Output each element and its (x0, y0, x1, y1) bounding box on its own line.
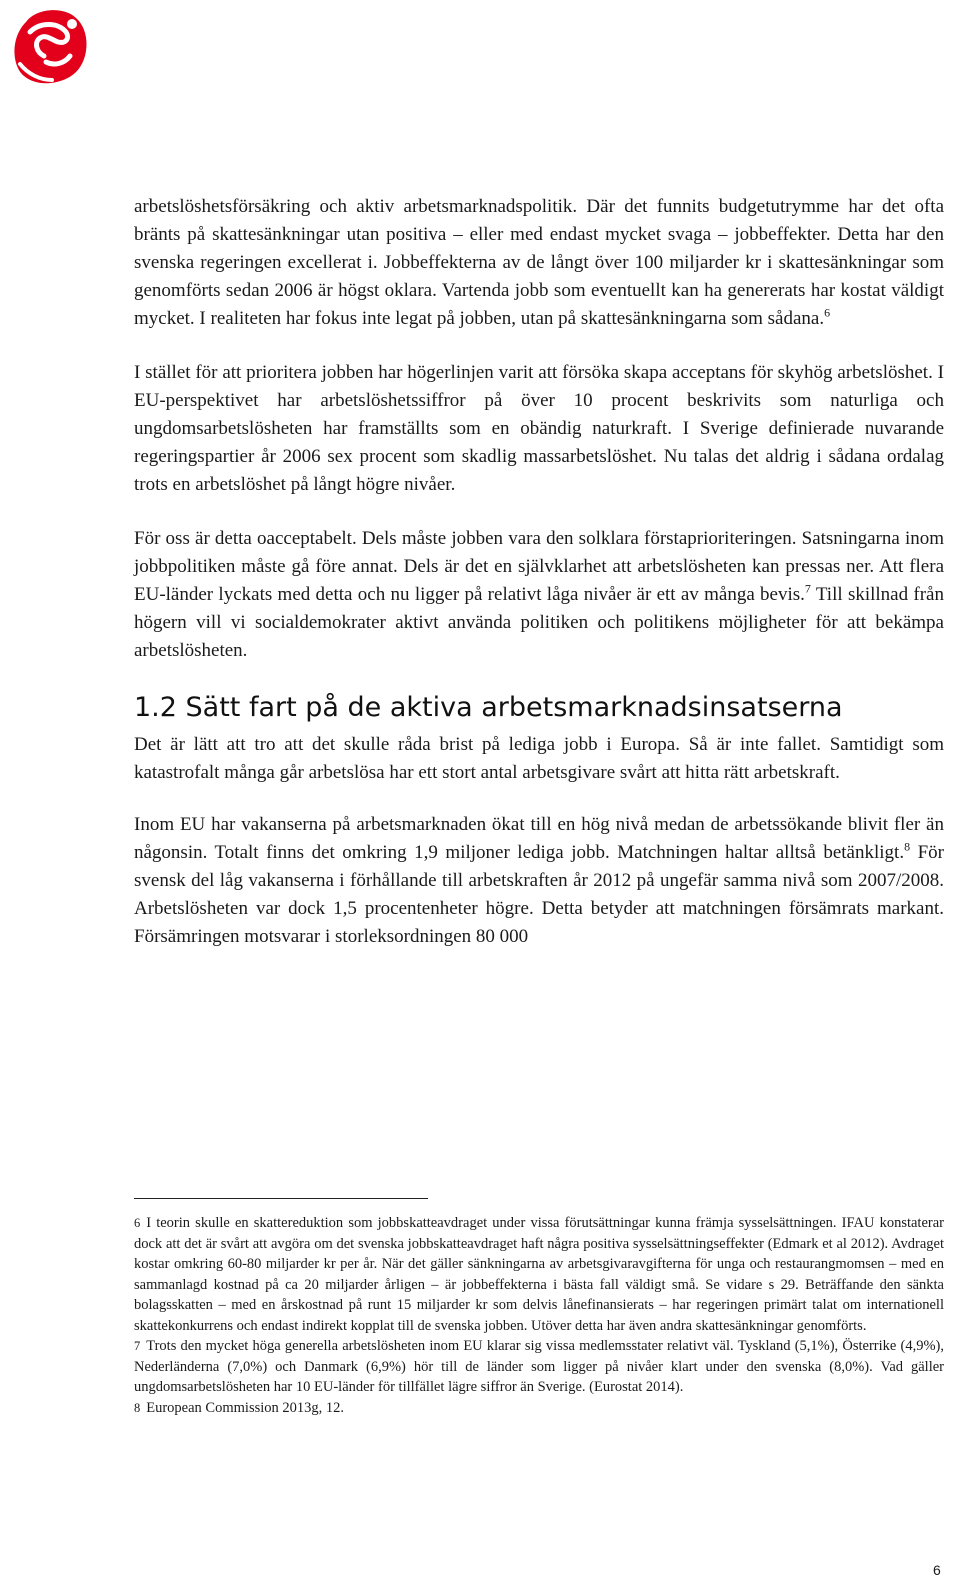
paragraph: Det är lätt att tro att det skulle råda brist på lediga jobb i Europa. Så är inte fallet. Samtidigt som katastrofalt många går arbetslösa har ett stort antal arbetsgivare svårt att hitta rätt arbetskraft. (134, 734, 944, 783)
footnote-6: 6 I teorin skulle en skattereduktion som jobbskatteavdraget under vissa förutsättningar kunna främja sysselsättningen. IFAU konstaterar dock att det är svårt att avgöra om det svenska jobbskatteavdraget haft några positiva sysselsättningseffekter (Edmark et al 2012). Avdraget kostar omkring 60-80 miljarder kr per år. När det gäller sänkningarna av arbetsgivaravgifterna för unga och restaurangmomsen – med en sammanlagd kostnad på ca 20 miljarder årligen – är jobbeffekterna i bästa fall väldigt små. Se vidare s 29. Beträffande den sänkta bolagsskatten – med en årskostnad på runt 15 miljarder kr som delvis lånefinansierats – har regeringen primärt talat om internationell skattekonkurrens och endast indirekt kopplat till de svenska jobben. Utöver detta har även andra skattesänkningar genomförts. (134, 1215, 944, 1334)
footnote-number: 6 (134, 1216, 141, 1230)
footnote-8: 8 European Commission 2013g, 12. (134, 1399, 345, 1416)
footnote-divider (134, 1198, 428, 1199)
footnote-7: 7 Trots den mycket höga generella arbetslösheten inom EU klarar sig vissa medlemsstater relativt väl. Tyskland (5,1%), Österrike (4,9%), Nederländerna (7,0%) och Danmark (6,9%) hör till de länder som ligger på nivåer klart under den svenska (8,0%). Vad gäller ungdomsarbetslösheten har 10 EU-länder för tillfället lägre siffror än Sverige. (Eurostat 2014). (134, 1338, 944, 1395)
rose-logo-icon (6, 4, 92, 90)
paragraph: arbetslöshetsförsäkring och aktiv arbetsmarknadspolitik. Där det funnits budgetutrymme har det ofta bränts på skattesänkningar utan positiva – eller med endast mycket svaga – jobbeffekter. Detta har den svenska regeringen excellerat i. Jobbeffekterna av de långt över 100 miljarder kr i skattesänkningar som genomförts sedan 2006 är högst oklara. Vartenda jobb som eventuellt kan ha genererats har kostat väldigt mycket. I realiteten har fokus inte legat på jobben, utan på skattesänkningarna som sådana.$^6$ (134, 196, 944, 329)
footnote-ref[interactable]: 8 (904, 839, 911, 854)
paragraph: Inom EU har vakanserna på arbetsmarknaden ökat till en hög nivå medan de arbetssökande blivit fler än någonsin. Totalt finns det omkring 1,9 miljoner lediga jobb. Matchningen haltar alltså betänkligt.$^8$ För svensk del låg vakanserna i förhållande till arbetskraften år 2012 på ungefär samma nivå som 2007/2008. Arbetslösheten var dock 1,5 procentenheter högre. Detta betyder att matchningen försämrats markant. Försämringen motsvarar i storleksordningen 80 000 (134, 814, 944, 947)
footnote-ref[interactable]: 7 (804, 581, 811, 596)
footnotes (134, 1198, 944, 1418)
footnote-ref[interactable]: 6 (824, 305, 831, 320)
main-text (134, 193, 944, 951)
paragraph: I stället för att prioritera jobben har högerlinjen varit att försöka skapa acceptans för skyhög arbetslöshet. I EU-perspektivet har arbetslöshetssiffror på över 10 procent beskrivits som naturliga och ungdomsarbetslösheten har framställts som en obändig naturkraft. I Sverige definierade nuvarande regeringspartier år 2006 sex procent som skadlig massarbetslöshet. Nu talas det aldrig i sådana ordalag trots en arbetslöshet på långt högre nivåer. (134, 362, 944, 495)
footnote-number: 7 (134, 1339, 141, 1353)
page-number: 6 (933, 1562, 941, 1578)
footnote-number: 8 (134, 1400, 141, 1415)
paragraph: För oss är detta oacceptabelt. Dels måste jobben vara den solklara förstaprioriteringen. Satsningarna inom jobbpolitiken måste gå före annat. Dels är det en självklarhet att arbetslösheten kan pressas ner. Att flera EU-länder lyckats med detta och nu ligger på relativt låga nivåer är ett av många bevis.$^7$ Till skillnad från högern vill vi socialdemokrater aktivt använda politiken och politikens möjligheter för att bekämpa arbetslösheten. (134, 528, 944, 661)
section-heading: 1.2 Sätt fart på de aktiva arbetsmarknadsinsatserna (134, 692, 843, 723)
